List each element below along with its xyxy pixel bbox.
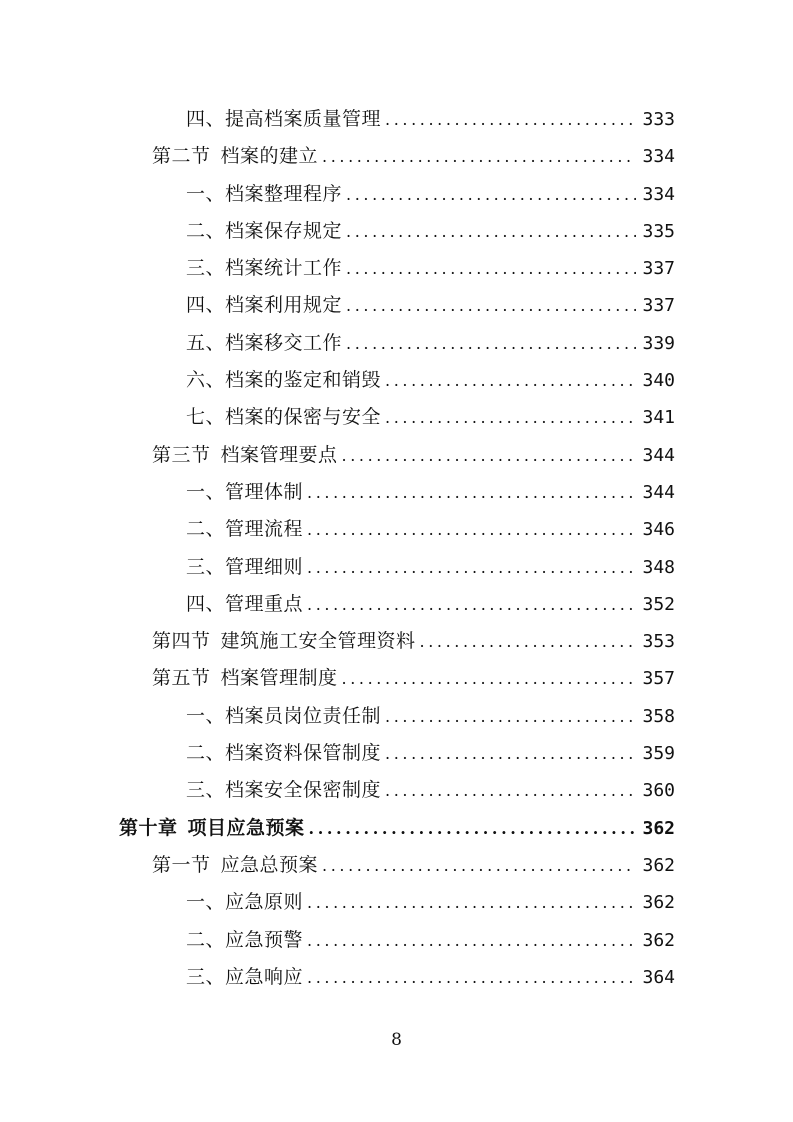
toc-entry — [186, 101, 675, 138]
toc-entry-text: 档案的建立 — [220, 145, 319, 168]
toc-entry — [186, 250, 675, 287]
toc-entry — [186, 399, 675, 436]
toc-entry-title — [186, 362, 381, 399]
toc-dot-leader — [342, 660, 637, 697]
toc-row-section[interactable] — [0, 847, 793, 884]
toc-entry-text: 一、管理体制 — [186, 480, 304, 503]
toc-row-item[interactable] — [0, 474, 793, 511]
toc-dot-leader — [322, 847, 636, 884]
toc-page-number: 346 — [642, 519, 675, 541]
toc-entry-title — [152, 847, 318, 884]
toc-dot-leader — [346, 176, 636, 213]
toc-row-section[interactable] — [0, 623, 793, 660]
toc-dot-leader — [307, 549, 636, 586]
toc-row-item[interactable] — [0, 511, 793, 548]
toc-entry-text: 四、档案利用规定 — [186, 294, 343, 317]
toc-entry-title — [186, 176, 342, 213]
toc-dot-leader — [346, 287, 636, 324]
toc-dot-leader — [307, 922, 636, 959]
toc-page-number: 333 — [642, 109, 675, 130]
toc-dot-leader — [385, 101, 636, 138]
toc-dot-leader — [307, 511, 636, 548]
toc-entry-title — [186, 735, 381, 772]
toc-row-section[interactable] — [0, 660, 793, 697]
toc-entry-text: 二、管理流程 — [186, 518, 304, 541]
toc-entry-text: 档案管理制度 — [220, 667, 338, 690]
toc-entry-text: 二、档案资料保管制度 — [186, 742, 382, 765]
toc-entry-title — [186, 698, 381, 735]
toc-entry — [152, 138, 675, 175]
toc-dot-leader — [309, 810, 637, 847]
toc-row-item[interactable] — [0, 399, 793, 436]
toc-entry-text: 四、管理重点 — [186, 592, 304, 615]
toc-entry-title — [186, 250, 342, 287]
toc-row-item[interactable] — [0, 549, 793, 586]
toc-entry-title — [152, 138, 318, 175]
toc-dot-leader — [385, 698, 636, 735]
toc-entry — [186, 884, 675, 921]
toc-page-number: 352 — [642, 593, 675, 615]
toc-entry — [186, 698, 675, 735]
toc-dot-leader — [385, 362, 636, 399]
toc-entry-text: 一、档案员岗位责任制 — [186, 704, 382, 727]
toc-page-number: 340 — [642, 370, 675, 392]
toc-entry-title — [186, 586, 303, 623]
toc-entry-title — [186, 511, 303, 548]
toc-dot-leader — [307, 884, 636, 921]
toc-entry-title — [186, 959, 303, 996]
toc-row-chapter[interactable] — [0, 810, 793, 847]
toc-row-item[interactable] — [0, 959, 793, 996]
toc-entry — [152, 847, 675, 884]
toc-row-item[interactable] — [0, 325, 793, 362]
toc-entry-title — [152, 660, 338, 697]
toc-entry — [152, 660, 675, 697]
toc-row-item[interactable] — [0, 586, 793, 623]
toc-entry-text: 六、档案的鉴定和销毁 — [186, 369, 382, 392]
toc-dot-leader — [385, 772, 636, 809]
toc-dot-leader — [307, 586, 636, 623]
toc-page-number: 344 — [642, 481, 675, 503]
toc-entry — [186, 549, 675, 586]
toc-entry-text: 档案管理要点 — [220, 443, 338, 466]
toc-row-item[interactable] — [0, 176, 793, 213]
toc-dot-leader — [346, 325, 636, 362]
toc-entry-text: 七、档案的保密与安全 — [186, 406, 382, 429]
toc-entry-title — [186, 884, 303, 921]
toc-entry-text: 三、管理细则 — [186, 555, 304, 578]
toc-entry — [186, 325, 675, 362]
toc-entry — [186, 511, 675, 548]
toc-page-number: 341 — [642, 407, 675, 429]
toc-entry-title — [186, 549, 303, 586]
toc-entry-label: 第十章 — [119, 816, 178, 839]
toc-entry-title — [186, 922, 303, 959]
toc-entry — [186, 586, 675, 623]
toc-entry — [186, 959, 675, 996]
toc-page-number: 362 — [642, 892, 675, 914]
toc-row-item[interactable] — [0, 250, 793, 287]
toc-dot-leader — [385, 735, 636, 772]
toc-entry-title — [186, 474, 303, 511]
toc-entry-title — [186, 325, 342, 362]
toc-page-number: 337 — [642, 295, 675, 317]
toc-row-item[interactable] — [0, 922, 793, 959]
toc-page-number: 339 — [642, 332, 675, 354]
toc-entry — [152, 623, 675, 660]
toc-page-number: 335 — [642, 220, 675, 242]
toc-row-item[interactable] — [0, 698, 793, 735]
toc-dot-leader — [346, 213, 636, 250]
toc-entry-title — [186, 101, 381, 138]
toc-entry-text: 一、应急原则 — [186, 891, 304, 914]
toc-entry-title — [152, 623, 416, 660]
toc-entry — [186, 213, 675, 250]
toc-entry — [186, 176, 675, 213]
toc-entry-label: 第四节 — [152, 630, 211, 653]
toc-dot-leader — [346, 250, 636, 287]
toc-entry-text: 应急总预案 — [220, 853, 319, 876]
toc-page-number: 337 — [642, 258, 675, 280]
toc-dot-leader — [385, 399, 636, 436]
toc-entry-text: 三、档案安全保密制度 — [186, 779, 382, 802]
toc-entry-label: 第一节 — [152, 853, 211, 876]
toc-entry — [186, 287, 675, 324]
toc-entry — [186, 922, 675, 959]
toc-row-item[interactable] — [0, 772, 793, 809]
toc-entry-title — [186, 287, 342, 324]
toc-page-number: 359 — [642, 743, 675, 765]
toc-entry-title — [119, 810, 305, 847]
toc-entry-text: 四、提高档案质量管理 — [186, 108, 382, 130]
toc-entry-label: 第三节 — [152, 443, 211, 466]
toc-entry — [152, 437, 675, 474]
toc-page-number: 334 — [642, 183, 675, 205]
toc-entry-text: 三、档案统计工作 — [186, 257, 343, 280]
toc-entry-label: 第五节 — [152, 667, 211, 690]
toc-page-number: 348 — [642, 556, 675, 578]
toc-page-number: 362 — [642, 929, 675, 951]
page-number: 8 — [391, 1030, 402, 1050]
toc-row-item[interactable] — [0, 884, 793, 921]
toc-entry-text: 一、档案整理程序 — [186, 182, 343, 205]
toc-entry-title — [186, 399, 381, 436]
toc-dot-leader — [307, 959, 636, 996]
toc-row-item[interactable] — [0, 213, 793, 250]
toc-entry — [186, 735, 675, 772]
toc-entry-title — [186, 772, 381, 809]
toc-row-item[interactable] — [0, 735, 793, 772]
toc-page-number: 364 — [642, 966, 675, 988]
toc-entry-title — [186, 213, 342, 250]
toc-page-number: 344 — [642, 444, 675, 466]
toc-entry — [186, 362, 675, 399]
toc-entry-text: 二、应急预警 — [186, 928, 304, 951]
toc-entry-text: 二、档案保存规定 — [186, 219, 343, 242]
toc-entry — [186, 772, 675, 809]
toc-row-item[interactable] — [0, 101, 793, 138]
toc-entry-label: 第二节 — [152, 145, 211, 168]
toc-dot-leader — [307, 474, 636, 511]
toc-page-number: 360 — [642, 780, 675, 802]
toc-entry-text: 五、档案移交工作 — [186, 331, 343, 354]
toc-dot-leader — [420, 623, 637, 660]
toc-page-number: 334 — [642, 146, 675, 168]
toc-row-item[interactable] — [0, 287, 793, 324]
toc-dot-leader — [342, 437, 637, 474]
table-of-contents — [0, 101, 793, 996]
toc-page-number: 353 — [642, 631, 675, 653]
toc-entry-text: 建筑施工安全管理资料 — [220, 630, 416, 653]
toc-entry — [186, 474, 675, 511]
toc-page-number: 358 — [642, 705, 675, 727]
toc-row-section[interactable] — [0, 437, 793, 474]
toc-row-section[interactable] — [0, 138, 793, 175]
toc-row-item[interactable] — [0, 362, 793, 399]
toc-dot-leader — [322, 138, 636, 175]
toc-entry — [119, 810, 675, 847]
toc-entry-title — [152, 437, 338, 474]
toc-entry-text: 三、应急响应 — [186, 965, 304, 988]
toc-page-number: 357 — [642, 668, 675, 690]
toc-entry-text: 项目应急预案 — [187, 816, 305, 839]
toc-page-number: 362 — [642, 854, 675, 876]
toc-page-number: 362 — [642, 817, 675, 839]
